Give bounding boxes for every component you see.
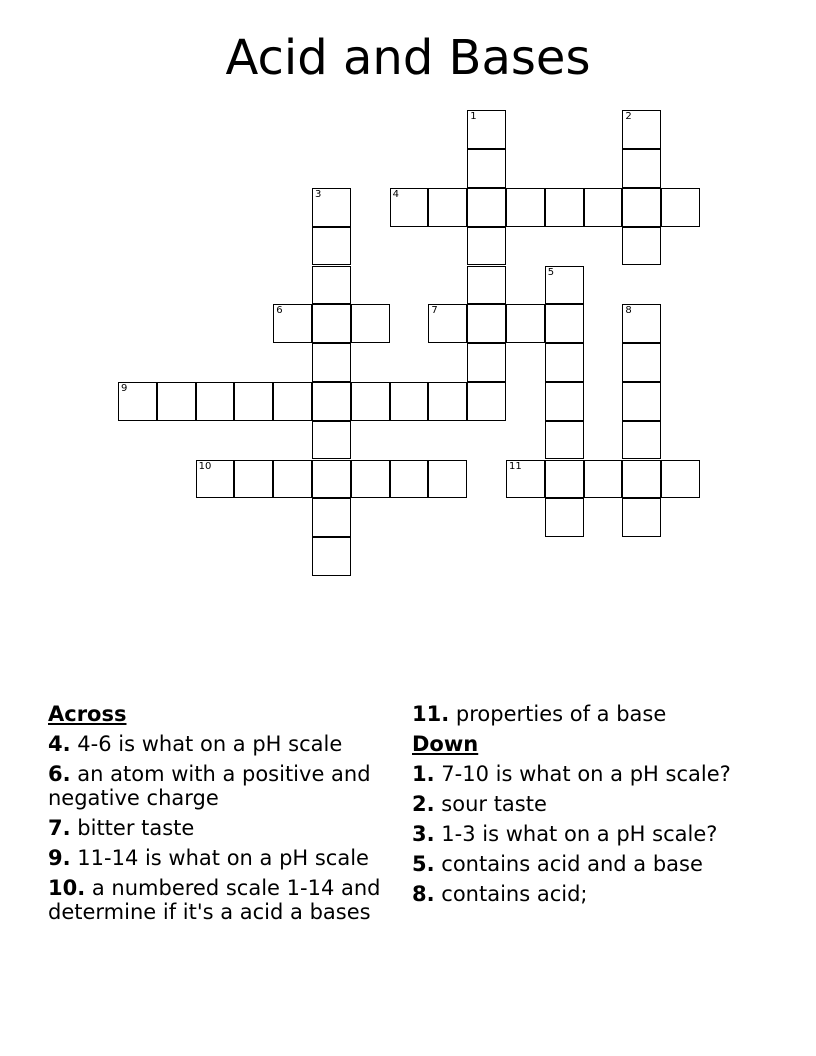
clue-down-2	[412, 792, 792, 816]
grid-cell[interactable]	[196, 460, 235, 499]
grid-cell[interactable]	[467, 188, 506, 227]
grid-cell[interactable]	[273, 304, 312, 343]
grid-cell[interactable]	[545, 498, 584, 537]
grid-cell[interactable]	[622, 188, 661, 227]
clue-number-label: 7	[431, 305, 438, 317]
grid-cell[interactable]	[312, 498, 351, 537]
grid-cell[interactable]	[622, 110, 661, 149]
grid-cell[interactable]	[312, 227, 351, 266]
clue-across-7	[48, 816, 398, 840]
clue-across-11	[412, 702, 792, 726]
clue-text: 4-6 is what on a pH scale	[77, 732, 343, 756]
grid-cell[interactable]	[273, 382, 312, 421]
grid-cell[interactable]	[622, 149, 661, 188]
grid-cell[interactable]	[545, 421, 584, 460]
grid-cell[interactable]	[545, 188, 584, 227]
grid-cell[interactable]	[312, 188, 351, 227]
grid-cell[interactable]	[273, 460, 312, 499]
grid-cell[interactable]	[390, 188, 429, 227]
grid-cell[interactable]	[118, 382, 157, 421]
clue-number-label: 4	[392, 188, 399, 200]
clue-number: 6.	[48, 762, 71, 786]
grid-cell[interactable]	[506, 304, 545, 343]
clue-number-label: 2	[625, 111, 632, 123]
grid-cell[interactable]	[312, 537, 351, 576]
grid-cell[interactable]	[622, 227, 661, 266]
clue-number: 11.	[412, 702, 450, 726]
clue-number-label: 10	[198, 460, 212, 472]
grid-cell[interactable]	[545, 382, 584, 421]
grid-cell[interactable]	[196, 382, 235, 421]
clue-number-label: 3	[315, 188, 322, 200]
clue-text: 11-14 is what on a pH scale	[77, 846, 369, 870]
clue-number-label: 9	[121, 382, 128, 394]
grid-cell[interactable]	[351, 382, 390, 421]
grid-cell[interactable]	[428, 382, 467, 421]
grid-cell[interactable]	[428, 188, 467, 227]
clue-down-5	[412, 852, 792, 876]
clues-left-column	[48, 702, 398, 930]
grid-cell[interactable]	[584, 460, 623, 499]
clue-number-label: 8	[625, 305, 632, 317]
grid-cell[interactable]	[312, 304, 351, 343]
clue-text: sour taste	[441, 792, 547, 816]
grid-cell[interactable]	[622, 304, 661, 343]
grid-cell[interactable]	[506, 188, 545, 227]
grid-cell[interactable]	[622, 421, 661, 460]
down-heading: Down	[412, 732, 479, 756]
grid-cell[interactable]	[545, 343, 584, 382]
grid-cell[interactable]	[390, 460, 429, 499]
grid-cell[interactable]	[312, 266, 351, 305]
clue-number: 7.	[48, 816, 71, 840]
grid-cell[interactable]	[351, 460, 390, 499]
clue-text: contains acid;	[441, 882, 588, 906]
grid-cell[interactable]	[428, 460, 467, 499]
grid-cell[interactable]	[506, 460, 545, 499]
puzzle-title: Acid and Bases	[225, 30, 591, 86]
clue-number-label: 5	[547, 266, 555, 278]
clue-text: contains acid and a base	[441, 852, 703, 876]
grid-cell[interactable]	[467, 343, 506, 382]
clue-across-10	[48, 876, 398, 924]
clues-right-column	[412, 702, 792, 912]
clue-text: properties of a base	[455, 702, 667, 726]
grid-cell[interactable]	[467, 110, 506, 149]
across-heading: Across	[48, 702, 127, 726]
clue-text: bitter taste	[77, 816, 195, 840]
clue-number: 9.	[48, 846, 71, 870]
clue-down-3	[412, 822, 792, 846]
clue-number: 8.	[412, 882, 435, 906]
clue-across-9	[48, 846, 398, 870]
clue-across-4	[48, 732, 398, 756]
clue-number-label: 1	[470, 111, 477, 123]
grid-cell[interactable]	[467, 382, 506, 421]
clue-text: an atom with a positive and negative charge	[48, 762, 371, 810]
grid-cell[interactable]	[312, 460, 351, 499]
grid-cell[interactable]	[157, 382, 196, 421]
grid-cell[interactable]	[390, 382, 429, 421]
clue-number: 4.	[48, 732, 71, 756]
clue-text: a numbered scale 1-14 and determine if it's a acid a bases	[48, 876, 381, 924]
clue-number: 1.	[412, 762, 435, 786]
grid-cell[interactable]	[234, 460, 273, 499]
clue-text: 1-3 is what on a pH scale?	[441, 822, 718, 846]
grid-cell[interactable]	[428, 304, 467, 343]
grid-cell[interactable]	[312, 421, 351, 460]
clue-text: 7-10 is what on a pH scale?	[441, 762, 731, 786]
grid-cell[interactable]	[545, 460, 584, 499]
clue-number: 2.	[412, 792, 435, 816]
clue-down-8	[412, 882, 792, 906]
grid-cell[interactable]	[622, 382, 661, 421]
grid-cell[interactable]	[234, 382, 273, 421]
clue-number: 3.	[412, 822, 435, 846]
grid-cell[interactable]	[467, 149, 506, 188]
grid-cell[interactable]	[467, 266, 506, 305]
grid-cell[interactable]	[622, 343, 661, 382]
grid-cell[interactable]	[351, 304, 390, 343]
grid-cell[interactable]	[467, 304, 506, 343]
clue-across-6	[48, 762, 398, 810]
clue-number: 10.	[48, 876, 86, 900]
clue-down-1	[412, 762, 792, 786]
clue-number-label: 6	[276, 305, 283, 317]
grid-cell[interactable]	[545, 304, 584, 343]
clue-number-label: 11	[509, 460, 522, 472]
grid-cell[interactable]	[584, 188, 623, 227]
grid-cell[interactable]	[622, 460, 661, 499]
grid-cell[interactable]	[467, 227, 506, 266]
clue-number: 5.	[412, 852, 435, 876]
grid-cell[interactable]	[661, 188, 700, 227]
grid-cell[interactable]	[312, 343, 351, 382]
grid-cell[interactable]	[622, 498, 661, 537]
grid-cell[interactable]	[545, 266, 584, 305]
grid-cell[interactable]	[661, 460, 700, 499]
grid-cell[interactable]	[312, 382, 351, 421]
